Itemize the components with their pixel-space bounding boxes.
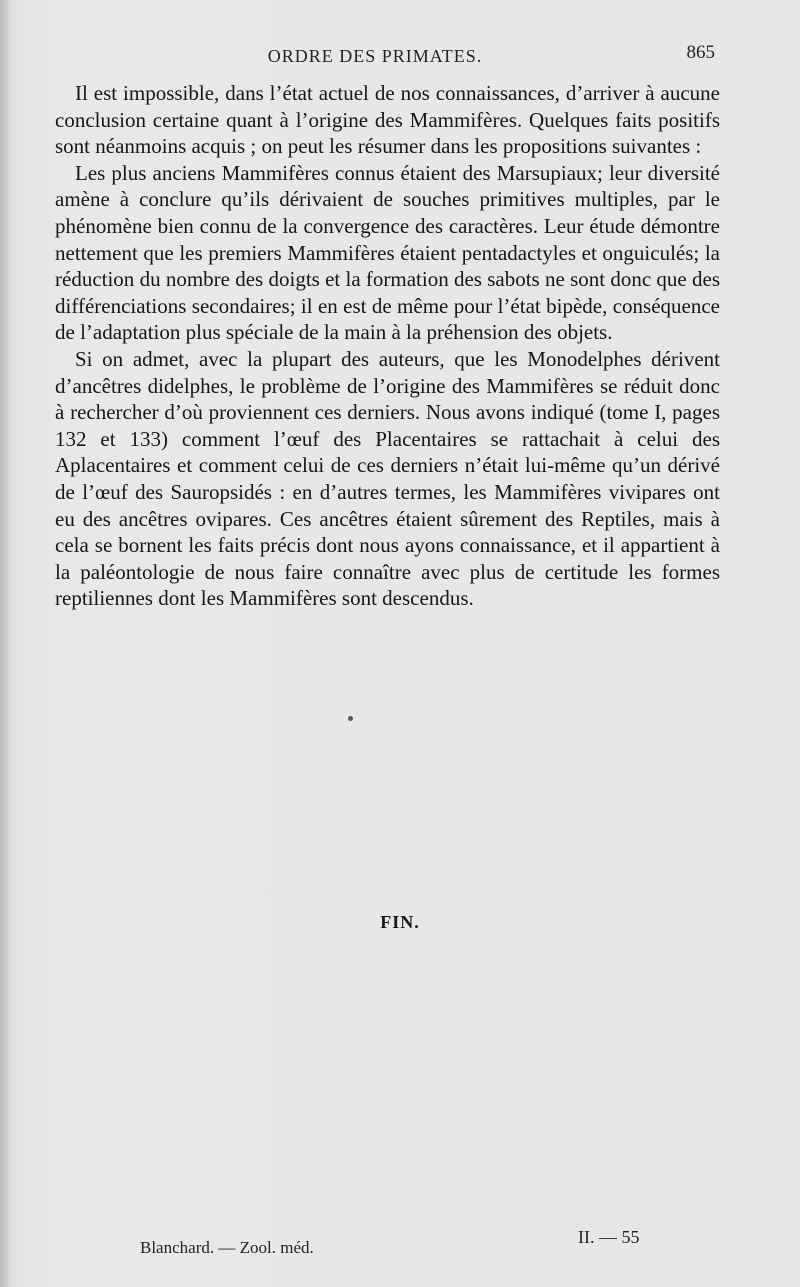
page-number: 865 [686,42,715,63]
page-gutter-edge [0,0,10,1287]
end-marker: FIN. [380,912,420,932]
paragraph-1: Il est impossible, dans l’état actuel de nos connaissances, d’arriver à aucune conclusion certaine quant à l’origine des Mammifères. Quelques faits positifs sont néanmoins acquis ; on peut les résumer dans les propositions suivantes : [55,81,720,159]
footer-signature-mark: II. — 55 [578,1227,640,1247]
body-text [55,80,720,612]
paragraph-2: Les plus anciens Mammifères connus étaient des Marsupiaux; leur diversité amène à conclure qu’ils dérivaient de souches primitives multiples, par le phénomène bien connu de la convergence des caractères. Leur étude démontre nettement que les premiers Mammifères étaient pentadactyles et onguiculés; la réduction du nombre des doigts et la formation des sabots ne sont donc que des différenciations secondaires; il en est de même pour l’état bipède, conséquence de l’adaptation plus spéciale de la main à la préhension des objets. [55,160,720,345]
running-head: ORDRE DES PRIMATES. [267,46,483,66]
footer-signature: Blanchard. — Zool. méd. [140,1238,314,1257]
paragraph-3: Si on admet, avec la plupart des auteurs, que les Monodelphes dérivent d’ancêtres didelphes, le problème de l’origine des Mammifères se réduit donc à rechercher d’où proviennent ces derniers. Nous avons indiqué (tome I, pages 132 et 133) comment l’œuf des Placentaires se rattachait à celui des Aplacentaires et comment celui de ces derniers n’était lui-même qu’un dérivé de l’œuf des Sauropsidés : en d’autres termes, les Mammifères vivipares ont eu des ancêtres ovipares. Ces ancêtres étaient sûrement des Reptiles, mais à cela se bornent les faits précis dont nous ayons connaissance, et il appartient à la paléontologie de nous faire connaître avec plus de certitude les formes reptiliennes dont les Mammifères sont descendus. [55,346,720,611]
ink-speck [348,716,353,721]
